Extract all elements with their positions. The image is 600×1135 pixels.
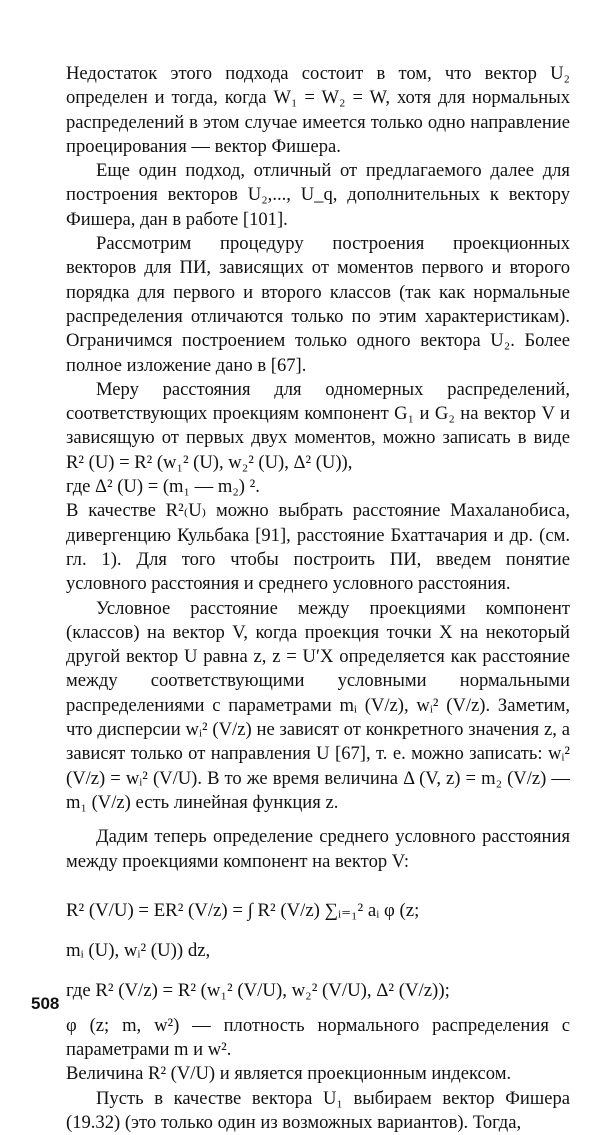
paragraph-8: Дадим теперь определение среднего условного расстояния между проекциями компонент на вектор V: <box>66 826 570 872</box>
page-number: 508 <box>31 994 60 1013</box>
paragraph-7: Условное расстояние между проекциями компонент (классов) на вектор V, когда проекция точки X на некоторый другой вектор U равна z, z = U′X определяется как расстояние между соответствующими условными нормальными распределениями с параметрами mᵢ (V/z), wᵢ² (V/z). Заметим, что дисперсии wᵢ² (V/z) не зависят от конкретного значения z, а зависят только от направления U [67], т. е. можно записать: wᵢ² (V/z) = wᵢ² (V/U). В то же время величина Δ (V, z) = m₂ (V/z) — m₁ (V/z) есть линейная функция z. <box>66 597 570 813</box>
formula-line-3: где R² (V/z) = R² (w₁² (V/U), w₂² (V/U), Δ² (V/z)); <box>66 979 450 1001</box>
paragraph-1: Недостаток этого подхода состоит в том, что вектор U₂ определен и тогда, когда W₁ = W₂ = W, хотя для нормальных распределений в этом случае имеется только одно направление проецирования — вектор Фишера. <box>66 63 570 157</box>
paragraph-11: Пусть в качестве вектора U₁ выбираем вектор Фишера (19.32) (это только один из возможных вариантов). Тогда, <box>66 1087 570 1133</box>
paragraph-2: Еще один подход, отличный от предлагаемого далее для построения векторов U₂,..., U_q, дополнительных к вектору Фишера, дан в работе [101]. <box>66 160 570 230</box>
paragraph-6: В качестве R²₍U₎ можно выбрать расстояние Махаланобиса, дивергенцию Кульбака [91], расстояние Бхаттачария и др. (см. гл. 1). Для того чтобы построить ПИ, введем понятие условного расстояния и среднего условного расстояния. <box>66 500 570 595</box>
paragraph-9: φ (z; m, w²) — плотность нормального распределения с параметрами m и w². <box>66 1014 570 1061</box>
paragraph-5: где Δ² (U) = (m₁ — m₂) ². <box>66 476 260 498</box>
formula-line-2: mᵢ (U), wᵢ² (U)) dz, <box>66 939 211 961</box>
paragraph-4: Меру расстояния для одномерных распределений, соответствующих проекциям компонент G₁ и G₂ на вектор V и зависящую от первых двух моментов, можно записать в виде R² (U) = R² (w₁² (U), w₂² (U), Δ² (U)), <box>66 378 570 473</box>
formula-line-1: R² (V/U) = ER² (V/z) = ∫ R² (V/z) ∑ᵢ₌₁² aᵢ φ (z; <box>66 899 420 921</box>
paragraph-10: Величина R² (V/U) и является проекционным индексом. <box>66 1063 512 1085</box>
paragraph-3: Рассмотрим процедуру построения проекционных векторов для ПИ, зависящих от моментов первого и второго порядка для первого и второго классов (так как нормальные распределения отличаются только по этим характеристикам). Ограничимся построением только одного вектора U₂. Более полное изложение дано в [67]. <box>66 233 570 376</box>
